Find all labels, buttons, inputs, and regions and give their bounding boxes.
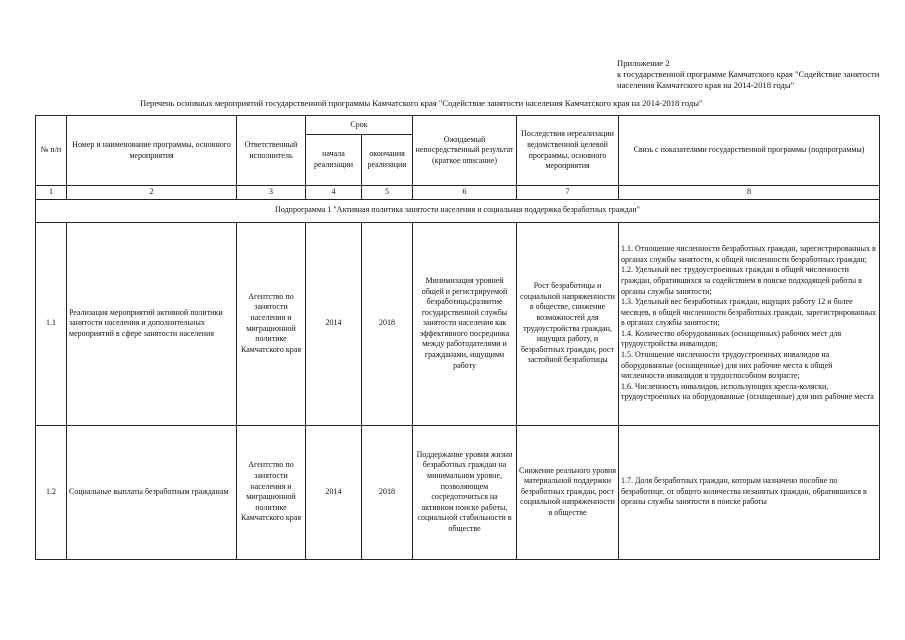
- row-result: Минимизация уровней общей и регистрируемой безработицы;развитие государственной службы занятости населения как эффективного посредника между работодателями и гражданами, ищущими работу: [413, 222, 517, 425]
- document-title: Перечень основных мероприятий государственной программы Камчатского края "Содействие занятости населения Камчатского края на 2014-2018 годы": [140, 98, 703, 108]
- header-num: № п/п: [36, 116, 67, 186]
- header-end: окончания реализации: [362, 135, 413, 186]
- row-executor: Агентство по занятости населения и миграционной политике Камчатского края: [237, 425, 306, 559]
- appendix-line-2: к государственной программе Камчатского края "Содействие занятости населения Камчатского края на 2014-2018 годы": [617, 69, 880, 90]
- row-result: Поддержание уровня жизни безработных граждан на минимальном уровне, позволяющем сосредоточиться на активном поиске работы, социальной стабильности в обществе: [413, 425, 517, 559]
- row-link: 1.1. Отношение численности безработных граждан, зарегистрированных в органах службы занятости, к общей численности безработных граждан; 1.2. Удельный вес трудоустроенных граждан в общей численности граждан, обратившихся за содействием в поиске подходящей работы в органы службы занятости; 1.3. Удельный вес безработных граждан, ищущих работу 12 и более месяцев, в общей численности безработных граждан, зарегистрированных в органах службы занятости; 1.4. Количество оборудованных (оснащенных) рабочих мест для трудоустройства инвалидов; 1.5. Отношение численности трудоустроенных инвалидов на оборудованные (оснащенные) для них рабочие места к общей численности инвалидов в трудоспособном возрасте; 1.6. Численность инвалидов, использующих кресла-коляски, трудоустроенных на оборудованные (оснащенные) для них рабочие места: [619, 222, 880, 425]
- header-executor: Ответственный исполнитель: [237, 116, 306, 186]
- row-consequences: Снижение реального уровня материальной поддержки безработных граждан, рост социальной напряженности в обществе: [517, 425, 619, 559]
- appendix-line-1: Приложение 2: [617, 58, 670, 68]
- header-link: Связь с показателями государственной программы (подпрограммы): [619, 116, 880, 186]
- header-start: начала реализации: [306, 135, 362, 186]
- row-name: Реализация мероприятий активной политики занятости населения и дополнительных мероприятий в сфере занятости населения: [67, 222, 237, 425]
- column-number: 6: [413, 186, 517, 200]
- header-result: Ожидаемый непосредственный результат (краткое описание): [413, 116, 517, 186]
- header-row-1: [36, 116, 880, 135]
- row-executor: Агентство по занятости населения и миграционной политике Камчатского края: [237, 222, 306, 425]
- row-num: 1.2: [36, 425, 67, 559]
- row-consequences: Рост безработицы и социальной напряженности в обществе, снижение возможностей для трудоустройства граждан, ищущих работу, и безработных граждан, рост застойной безработицы: [517, 222, 619, 425]
- subprogram-title: Подпрограмма 1 "Активная политика занятости населения и социальная поддержка безработных граждан": [36, 199, 880, 222]
- column-number: 4: [306, 186, 362, 200]
- header-consequences: Последствия нереализации ведомственной целевой программы, основного мероприятия: [517, 116, 619, 186]
- column-number: 3: [237, 186, 306, 200]
- row-end: 2018: [362, 222, 413, 425]
- table-row: [36, 222, 880, 425]
- column-number: 5: [362, 186, 413, 200]
- column-number: 1: [36, 186, 67, 200]
- appendix-note: [617, 58, 887, 91]
- table-row: [36, 425, 880, 559]
- row-end: 2018: [362, 425, 413, 559]
- header-term: Срок: [306, 116, 413, 135]
- row-link: 1.7. Доля безработных граждан, которым назначено пособие по безработице, от общего количества незанятых граждан, обратившихся в органы службы занятости в поиске работы: [619, 425, 880, 559]
- column-number: 2: [67, 186, 237, 200]
- subprogram-row: [36, 199, 880, 222]
- measures-table: [35, 115, 880, 560]
- row-num: 1.1: [36, 222, 67, 425]
- column-number: 7: [517, 186, 619, 200]
- column-number-row: [36, 186, 880, 200]
- column-number: 8: [619, 186, 880, 200]
- row-start: 2014: [306, 425, 362, 559]
- header-name: Номер и наименование программы, основного мероприятия: [67, 116, 237, 186]
- row-start: 2014: [306, 222, 362, 425]
- row-name: Социальные выплаты безработным гражданам: [67, 425, 237, 559]
